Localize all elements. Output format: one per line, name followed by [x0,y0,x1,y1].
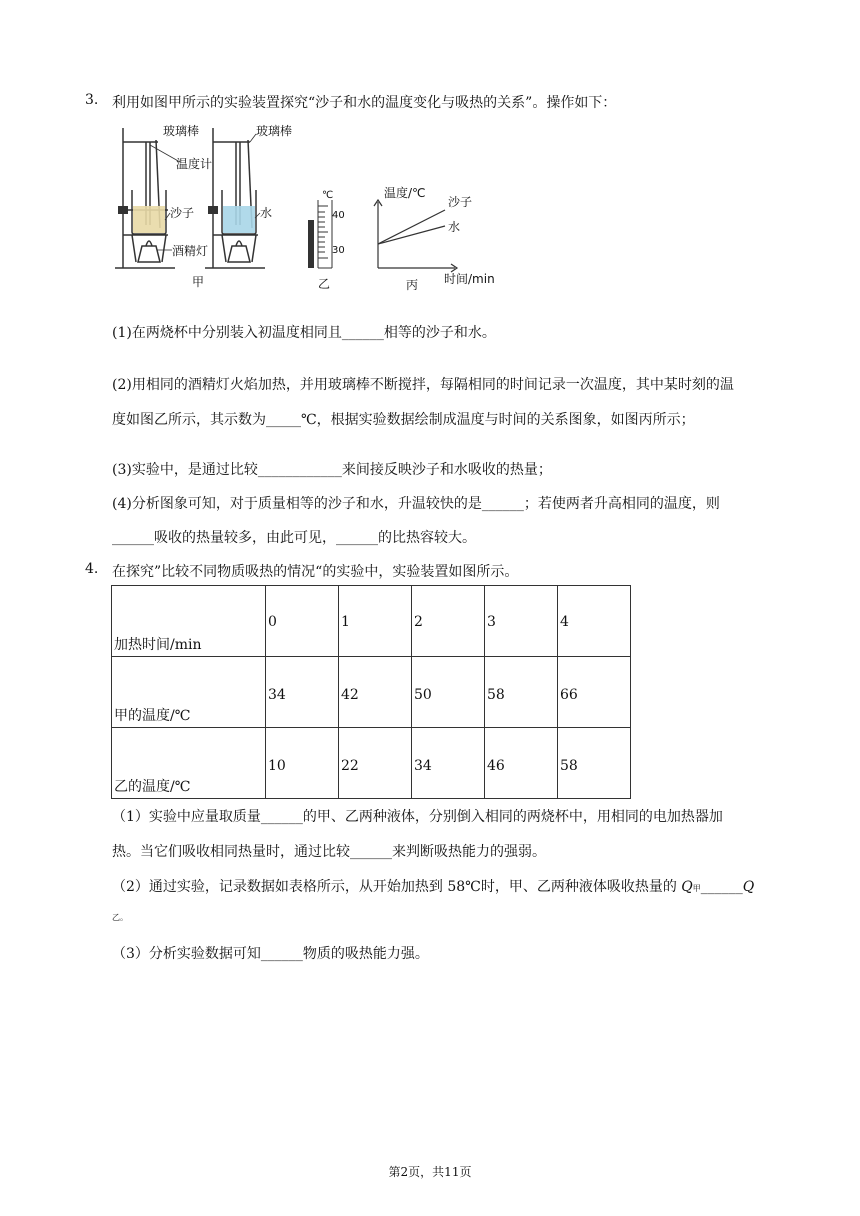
q4-part-2-line-1 [112,876,754,896]
q-symbol: Q [681,879,693,895]
data-table [111,585,631,799]
q4-part-3: （3）分析实验数据可知______物质的吸热能力强。 [112,946,429,962]
label-glass-rod-left: 玻璃棒 [163,124,200,138]
subscript-jia: 甲 [692,884,701,893]
table-cell: 50 [414,687,432,703]
period: 。 [120,913,128,922]
table-cell: 58 [487,687,505,703]
table-cell: 0 [268,614,277,630]
table-cell: 2 [414,614,423,630]
row-label-yi-temp: 乙的温度/℃ [114,779,191,795]
label-sand: 沙子 [170,206,195,220]
table-cell: 3 [487,614,496,630]
caption-yi: 乙 [318,277,331,291]
table-cell: 4 [560,614,569,630]
thermometer-unit: ℃ [322,190,334,201]
q3-part-3: (3)实验中，是通过比较____________来间接反映沙子和水吸收的热量； [112,462,552,478]
graph-series-sand: 沙子 [448,195,473,209]
table-cell: 10 [268,758,286,774]
table-row [112,657,631,728]
table-cell: 42 [341,687,359,703]
table-row [112,586,631,657]
label-glass-rod-right: 玻璃棒 [256,124,293,138]
q3-part-2-line-1: (2)用相同的酒精灯火焰加热，并用玻璃棒不断搅拌，每隔相同的时间记录一次温度，其中某时刻的温 [112,377,734,393]
thermometer-tick-40: 40 [332,210,345,221]
table-cell: 34 [268,687,286,703]
q3-part-4-line-2: ______吸收的热量较多，由此可见，______的比热容较大。 [112,530,476,546]
table-row [112,728,631,799]
graph-series-water: 水 [448,220,461,234]
label-thermometer: 温度计 [176,157,213,171]
caption-jia: 甲 [192,275,205,289]
table-cell: 46 [487,758,505,774]
question-4-intro: 在探究”比较不同物质吸热的情况“的实验中，实验装置如图所示。 [112,564,519,580]
caption-bing: 丙 [406,278,419,292]
answer-blank: ______ [700,879,743,895]
experiment-figure [110,120,510,290]
table-cell: 34 [414,758,432,774]
q-symbol-2: Q [742,879,755,895]
table-cell: 58 [560,758,578,774]
table-cell: 1 [341,614,350,630]
q3-part-4-line-1: (4)分析图象可知，对于质量相等的沙子和水，升温较快的是______；若使两者升高相同的温度，则 [112,496,720,512]
page-footer: 第2页，共11页 [388,1165,472,1179]
question-3-number: 3. [85,92,99,108]
subscript-yi: 乙 [112,913,120,922]
q4-part-1-line-1: （1）实验中应量取质量______的甲、乙两种液体，分别倒入相同的两烧杯中，用相同的电加热器加 [112,809,723,825]
label-water: 水 [260,206,273,220]
q4-part-1-line-2: 热。当它们吸收相同热量时，通过比较______来判断吸热能力的强弱。 [112,844,546,860]
q3-part-2-line-2: 度如图乙所示，其示数为_____℃，根据实验数据绘制成温度与时间的关系图象，如图丙所示； [112,412,695,428]
row-label-time: 加热时间/min [114,637,202,653]
graph-x-axis-label: 时间/min [444,272,495,286]
thermometer-tick-30: 30 [332,245,345,256]
row-label-jia-temp: 甲的温度/℃ [114,708,191,724]
question-3-intro: 利用如图甲所示的实验装置探究“沙子和水的温度变化与吸热的关系”。操作如下： [112,95,617,111]
q4-part-2-text: （2）通过实验，记录数据如表格所示，从开始加热到 58℃时，甲、乙两种液体吸收热量的 [112,879,682,895]
question-4-number: 4. [85,561,99,577]
q4-part-2-line-2 [112,912,128,923]
graph-y-axis-label: 温度/℃ [384,186,426,200]
label-alcohol-lamp: 酒精灯 [172,244,209,258]
q3-part-1: (1)在两烧杯中分别装入初温度相同且______相等的沙子和水。 [112,325,496,341]
table-cell: 22 [341,758,359,774]
table-cell: 66 [560,687,578,703]
